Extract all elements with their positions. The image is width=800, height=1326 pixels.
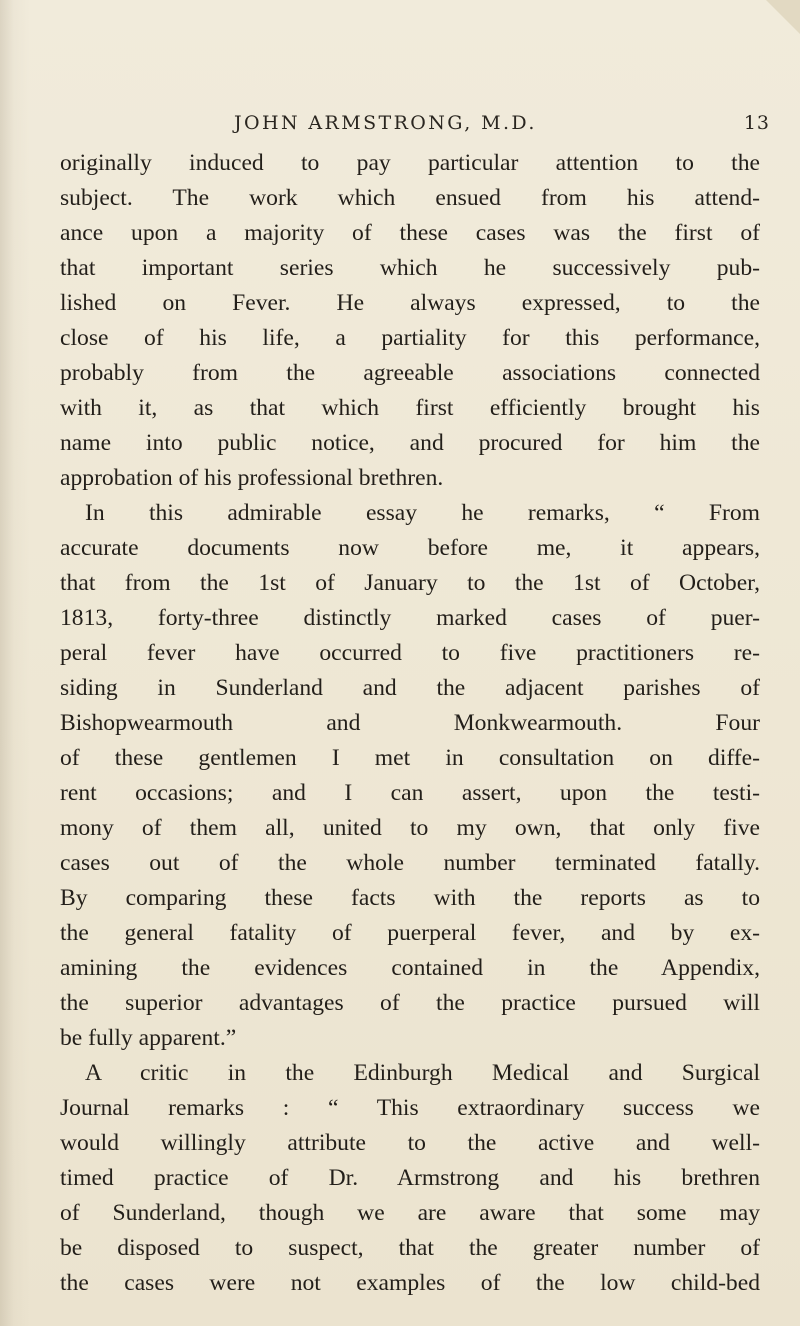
text-line: be fully apparent.” [60, 1025, 237, 1051]
text-line: that from the 1st of January to the 1st of October, [60, 570, 760, 596]
text-line: rent occasions; and I can assert, upon the testi- [60, 780, 760, 806]
text-line: amining the evidences contained in the Appendix, [60, 955, 760, 981]
text-line: approbation of his professional brethren. [60, 465, 444, 491]
text-line: accurate documents now before me, it appears, [60, 535, 760, 561]
text-line: that important series which he successively pub- [60, 255, 760, 281]
page-header [234, 112, 770, 142]
text-line: Journal remarks : “ This extraordinary success we [60, 1095, 760, 1121]
text-line: name into public notice, and procured for him the [60, 430, 760, 456]
text-line: would willingly attribute to the active and well- [60, 1130, 760, 1156]
text-line: siding in Sunderland and the adjacent parishes of [60, 675, 760, 701]
page-number: 13 [743, 112, 770, 134]
text-line: By comparing these facts with the reports as to [60, 885, 760, 911]
text-line: be disposed to suspect, that the greater number of [60, 1235, 760, 1261]
text-line: Bishopwearmouth and Monkwearmouth. Four [60, 710, 760, 736]
text-line: close of his life, a partiality for this performance, [60, 325, 760, 351]
text-line: the cases were not examples of the low child-bed [60, 1270, 760, 1296]
text-line: the general fatality of puerperal fever, and by ex- [60, 920, 760, 946]
text-line: with it, as that which first efficiently brought his [60, 395, 760, 421]
text-line: probably from the agreeable associations connected [60, 360, 760, 386]
text-line: the superior advantages of the practice pursued will [60, 990, 760, 1016]
text-line: of these gentlemen I met in consultation on diffe- [60, 745, 760, 771]
text-line: timed practice of Dr. Armstrong and his brethren [60, 1165, 760, 1191]
text-line: peral fever have occurred to five practitioners re- [60, 640, 760, 666]
text-line: cases out of the whole number terminated fatally. [60, 850, 760, 876]
text-line: mony of them all, united to my own, that only five [60, 815, 760, 841]
text-line: In this admirable essay he remarks, “ From [85, 500, 760, 526]
text-line: subject. The work which ensued from his attend- [60, 185, 760, 211]
text-line: A critic in the Edinburgh Medical and Surgical [85, 1060, 760, 1086]
running-head: JOHN ARMSTRONG, M.D. [234, 112, 537, 134]
page-corner-shadow [766, 0, 800, 34]
text-line: originally induced to pay particular attention to the [60, 150, 760, 176]
text-line: lished on Fever. He always expressed, to the [60, 290, 760, 316]
text-line: of Sunderland, though we are aware that some may [60, 1200, 760, 1226]
text-line: 1813, forty-three distinctly marked cases of puer- [60, 605, 760, 631]
text-line: ance upon a majority of these cases was the first of [60, 220, 760, 246]
body-text [60, 146, 760, 1301]
